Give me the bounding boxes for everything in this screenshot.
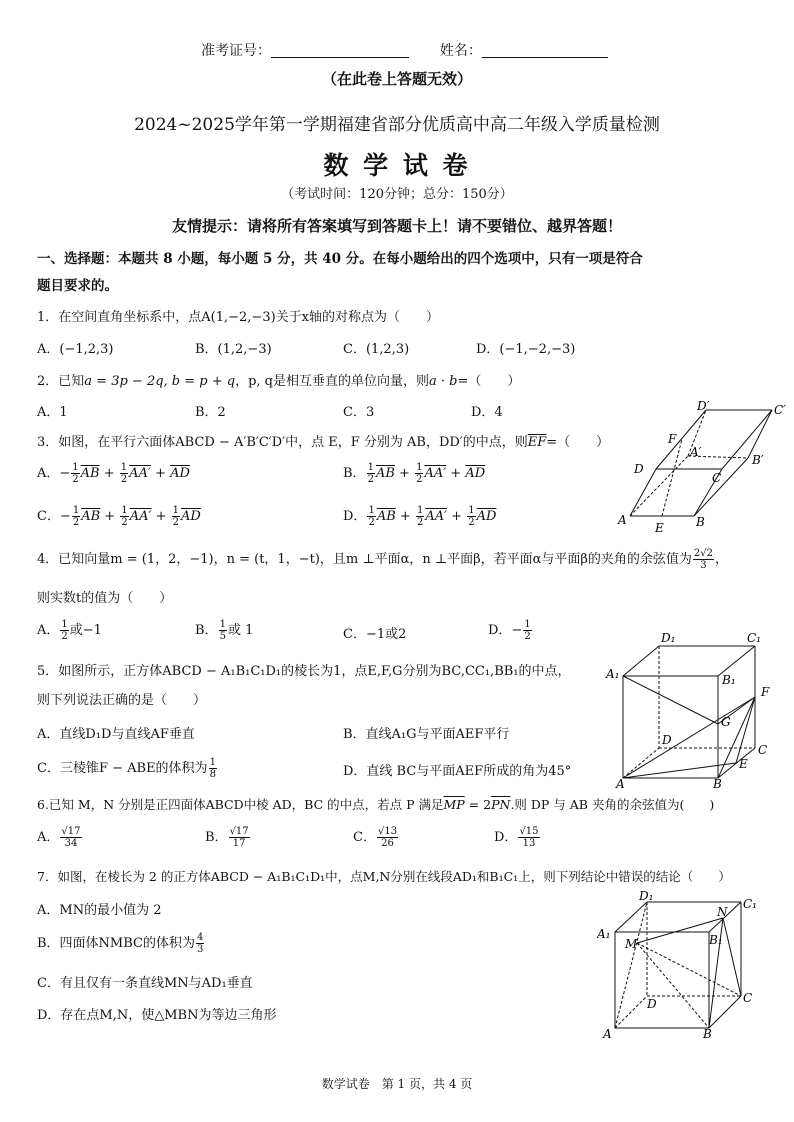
label-a: A bbox=[603, 1027, 612, 1040]
q5-option-d: D．直线 BC与平面AEF所成的角为45° bbox=[343, 764, 572, 779]
tip-text: 友情提示：请将所有答案填写到答题卡上！请不要错位、越界答题！ bbox=[171, 217, 622, 235]
q2-option-c: C．3 bbox=[343, 405, 375, 420]
section-heading-line2: 题目要求的。 bbox=[37, 278, 118, 294]
label-d: D bbox=[647, 997, 657, 1011]
exam-id-blank bbox=[271, 44, 409, 58]
q5-cube-figure bbox=[603, 628, 793, 790]
q7-option-d: D．存在点M,N，使△MBN为等边三角形 bbox=[37, 1008, 277, 1023]
q3-option-a: A．− $\frac{1}{2}$ $\overline{AB}$ + $\frac{1}{2}$ $AA' + \overline{AD}$ bbox=[37, 462, 190, 485]
label-d: D bbox=[634, 462, 644, 476]
label-f: F bbox=[668, 432, 677, 446]
subject-title: 数 学 试 卷 bbox=[323, 151, 471, 180]
time-info: （考试时间：120分钟；总分：150分） bbox=[281, 187, 513, 202]
label-f: F bbox=[761, 685, 770, 699]
q7-option-a: A．MN的最小值为 2 bbox=[37, 903, 162, 918]
q7-cube-figure bbox=[597, 888, 767, 1040]
q6-option-c: C． $\frac{√13}{26}$ bbox=[353, 826, 398, 849]
label-m: M bbox=[625, 937, 638, 951]
label-b: B bbox=[703, 1027, 712, 1040]
q1-option-a: A．(−1,2,3) bbox=[37, 342, 114, 357]
q1-option-c: C．(1,2,3) bbox=[343, 342, 410, 357]
q2-option-d: D．4 bbox=[471, 405, 503, 420]
label-a: A bbox=[616, 777, 625, 790]
exam-id-field bbox=[201, 40, 608, 60]
name-blank bbox=[482, 44, 608, 58]
label-b-prime: B′ bbox=[752, 453, 764, 467]
label-c1: C₁ bbox=[743, 897, 757, 911]
q2-vector-expr: a = 3p − 2q, b = p + q bbox=[84, 374, 236, 389]
q2-option-a: A．1 bbox=[37, 405, 68, 420]
q7-option-c: C．有且仅有一条直线MN与AD₁垂直 bbox=[37, 976, 253, 991]
q2-option-b: B．2 bbox=[195, 405, 226, 420]
label-b: B bbox=[696, 515, 705, 529]
name-label: 姓名： bbox=[439, 43, 482, 59]
q4-option-d: D．− $\frac{1}{2}$ bbox=[488, 619, 531, 642]
page-footer: 数学试卷 第 1 页，共 4 页 bbox=[321, 1077, 473, 1091]
q3-option-b: B． $\frac{1}{2}$ $\overline{AB}$ + $\frac{1}{2}$ $AA' + \overline{AD}$ bbox=[343, 462, 486, 485]
label-d1: D₁ bbox=[661, 631, 676, 645]
q7-stem: 7．如图，在棱长为 2 的正方体ABCD − A₁B₁C₁D₁中，点M,N分别在线段AD₁和B₁C₁上，则下列结论中错误的结论（ ） bbox=[37, 869, 731, 884]
exam-title: 2024~2025学年第一学期福建省部分优质高中高二年级入学质量检测 bbox=[134, 115, 660, 135]
q3-option-d: D． $\frac{1}{2}$ $\overline{AB}$ + $\frac{1}{2}$ AA′ + $\frac{1}{2}$ $\overline{AD}$ bbox=[343, 505, 497, 528]
label-c-prime: C′ bbox=[774, 403, 786, 417]
q3-parallelepiped-figure bbox=[608, 398, 794, 540]
label-n: N bbox=[717, 905, 728, 919]
label-c: C bbox=[712, 471, 722, 485]
label-a-prime: A′ bbox=[690, 445, 702, 459]
label-b1: B₁ bbox=[709, 933, 723, 947]
q2-stem: 2．已知a = 3p − 2q, b = p + q，p, q是相互垂直的单位向量，则a · b=（ ） bbox=[37, 374, 521, 389]
label-a1: A₁ bbox=[606, 667, 620, 681]
q4-stem-line1: 4．已知向量m = (1，2，−1)，n = (t，1，−t)，且m ⊥平面α，n ⊥平面β，若平面α与平面β的夹角的余弦值为 $\frac{2√2}{3}$ ， bbox=[37, 548, 729, 571]
q7-option-b: B．四面体NMBC的体积为 $\frac{4}{3}$ bbox=[37, 932, 204, 955]
label-b: B bbox=[713, 777, 722, 790]
q4-option-a: A． $\frac{1}{2}$ 或−1 bbox=[37, 619, 102, 642]
q6-option-b: B． $\frac{√17}{17}$ bbox=[205, 826, 249, 849]
label-c: C bbox=[743, 991, 753, 1005]
label-g: G bbox=[721, 715, 731, 729]
q4-stem-line2: 则实数t的值为（ ） bbox=[37, 591, 173, 606]
q3-stem: 3．如图，在平行六面体ABCD − A′B′C′D′中，点 E，F 分别为 AB，DD′的中点，则$\overline{EF}=$（ ） bbox=[37, 435, 610, 450]
q1-option-b: B．(1,2,−3) bbox=[195, 342, 272, 357]
label-c: C bbox=[758, 743, 768, 757]
q2-dot-product: a · b bbox=[429, 374, 458, 389]
q4-option-b: B． $\frac{1}{5}$ 或 1 bbox=[195, 619, 254, 642]
q1-option-d: D．(−1,−2,−3) bbox=[476, 342, 576, 357]
section-heading-line1: 一、选择题：本题共 8 小题，每小题 5 分，共 40 分。在每小题给出的四个选项中，只有一项是符合 bbox=[37, 251, 643, 267]
q3-option-c: C．− $\frac{1}{2}$ $\overline{AB}$ + $\frac{1}{2}$ AA′ + $\frac{1}{2}$ $\overline{AD}$ bbox=[37, 505, 201, 528]
label-e: E bbox=[655, 521, 664, 535]
label-b1: B₁ bbox=[722, 673, 736, 687]
q6-stem: 6.已知 M，N 分别是正四面体ABCD中棱 AD，BC 的中点，若点 P 满足$\overline{MP} = 2\overline{PN}$.则 DP 与 AB 夹角的余弦值为( ) bbox=[37, 797, 715, 812]
q5-option-a: A．直线D₁D与直线AF垂直 bbox=[37, 727, 195, 742]
label-a1: A₁ bbox=[597, 927, 611, 941]
q1-stem: 1．在空间直角坐标系中，点A(1,−2,−3)关于x轴的对称点为（ ） bbox=[37, 310, 439, 325]
label-d: D bbox=[662, 733, 672, 747]
label-d-prime: D′ bbox=[697, 399, 710, 413]
q4-option-c: C．−1或2 bbox=[343, 627, 407, 642]
label-e: E bbox=[739, 757, 748, 771]
exam-id-label: 准考证号： bbox=[201, 43, 271, 59]
q5-stem-line2: 则下列说法正确的是（ ） bbox=[37, 693, 207, 708]
q5-stem-line1: 5．如图所示，正方体ABCD − A₁B₁C₁D₁的棱长为1，点E,F,G分别为BC,CC₁,BB₁的中点， bbox=[37, 664, 571, 679]
label-a: A bbox=[618, 513, 627, 527]
label-c1: C₁ bbox=[747, 631, 761, 645]
q6-option-d: D． $\frac{√15}{13}$ bbox=[494, 826, 539, 849]
q5-option-c: C．三棱锥F − ABE的体积为 $\frac{1}{8}$ bbox=[37, 757, 216, 780]
invalid-note: （在此卷上答题无效） bbox=[321, 70, 472, 88]
label-d1: D₁ bbox=[639, 889, 654, 903]
q5-option-b: B．直线A₁G与平面AEF平行 bbox=[343, 727, 510, 742]
q6-option-a: A． $\frac{√17}{34}$ bbox=[37, 826, 81, 849]
